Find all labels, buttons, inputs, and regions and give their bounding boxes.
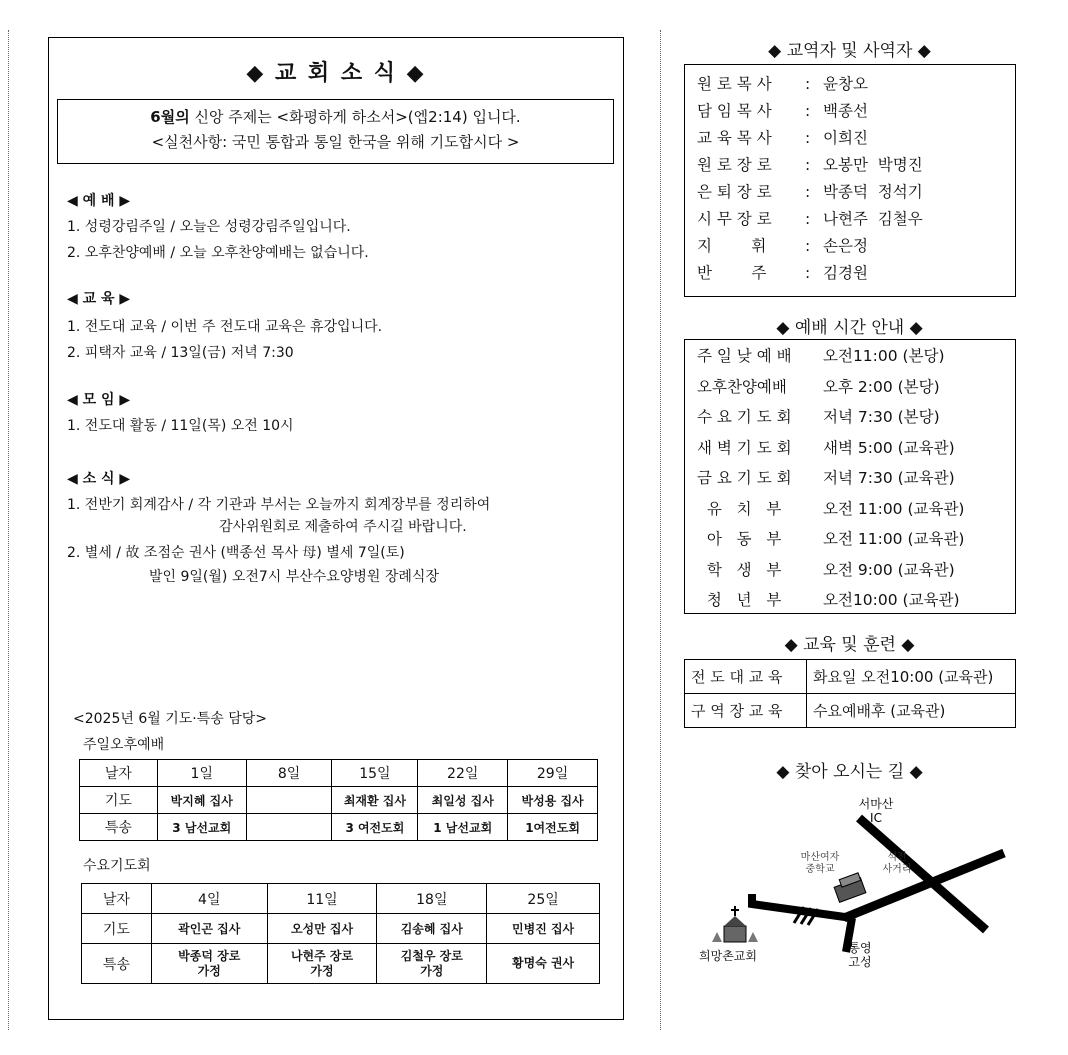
table-header-cell: 18일 xyxy=(377,884,487,914)
table-cell: 오성만 집사 xyxy=(267,914,377,944)
table-cell: 김송혜 집사 xyxy=(377,914,487,944)
map-label-ic-2: IC xyxy=(870,811,882,825)
wednesday-prayer-table xyxy=(81,883,600,984)
table-header-cell: 4일 xyxy=(151,884,267,914)
service-name: 금 요 기 도 회 xyxy=(697,469,792,487)
staff-title: ◆ 교역자 및 사역자 ◆ xyxy=(768,41,931,61)
table-row-label: 특송 xyxy=(80,814,158,841)
education-time: 화요일 오전10:00 (교육관) xyxy=(807,660,1016,694)
table-header-cell: 1일 xyxy=(157,760,246,787)
table-cell xyxy=(246,814,332,841)
table-cell: 박지혜 집사 xyxy=(157,787,246,814)
service-row xyxy=(685,555,1015,586)
staff-row: 교 육 목 사 : 이희진 xyxy=(697,125,1015,152)
staff-row: 원 로 목 사 : 윤창오 xyxy=(697,71,1015,98)
theme-line-1: 신앙 주제는 <화평하게 하소서>(엡2:14) 입니다. xyxy=(194,108,521,126)
service-times-box xyxy=(684,339,1016,614)
map-label-crossroad-2: 사거리 xyxy=(882,864,912,875)
table-header-cell: 15일 xyxy=(332,760,418,787)
staff-name: 나현주 김철우 xyxy=(823,210,923,228)
service-row xyxy=(685,433,1015,464)
table-cell: 1 남선교회 xyxy=(418,814,508,841)
left-fold-line xyxy=(8,30,9,1030)
news-line-1: 1. 전반기 회계감사 / 각 기관과 부서는 오늘까지 회계장부를 정리하여 xyxy=(67,497,491,513)
education-line-1: 1. 전도대 교육 / 이번 주 전도대 교육은 휴강입니다. xyxy=(67,319,383,335)
table-header-cell: 날자 xyxy=(82,884,152,914)
sunday-afternoon-caption: 주일오후예배 xyxy=(83,737,165,753)
crossing-road xyxy=(844,853,1004,918)
service-name: 아 동 부 xyxy=(697,530,782,548)
staff-row: 원 로 장 로 : 오봉만 박명진 xyxy=(697,152,1015,179)
staff-role: 교 육 목 사 xyxy=(697,129,772,147)
staff-name: 윤창오 xyxy=(823,75,868,93)
table-cell: 최재환 집사 xyxy=(332,787,418,814)
map-label-dest-2: 고성 xyxy=(848,955,872,969)
service-row xyxy=(685,402,1015,433)
center-fold-line xyxy=(660,30,661,1030)
staff-name: 손은정 xyxy=(823,237,868,255)
table-cell: 박종덕 장로 가정 xyxy=(151,944,267,984)
service-time: 오전10:00 (교육관) xyxy=(823,591,960,609)
service-row xyxy=(685,524,1015,555)
directions-map xyxy=(684,790,1016,990)
staff-role: 지 휘 xyxy=(697,237,767,255)
service-times-title: ◆ 예배 시간 안내 ◆ xyxy=(776,318,923,338)
staff-row: 은 퇴 장 로 : 박종덕 정석기 xyxy=(697,179,1015,206)
theme-line-2: <실천사항: 국민 통합과 통일 한국을 위해 기도합시다 > xyxy=(151,133,520,151)
church-road xyxy=(752,894,852,918)
table-cell: 최일성 집사 xyxy=(418,787,508,814)
school-icon xyxy=(834,873,866,902)
news-title: ◆ 교 회 소 식 ◆ xyxy=(246,61,426,86)
section-heading-worship: ◀ 예 배 ▶ xyxy=(67,193,131,209)
section-heading-education: ◀ 교 육 ▶ xyxy=(67,291,131,307)
table-header-cell: 22일 xyxy=(418,760,508,787)
service-name: 새 벽 기 도 회 xyxy=(697,438,792,457)
service-name: 학 생 부 xyxy=(697,560,782,579)
service-row xyxy=(685,372,1015,403)
staff-name: 박종덕 정석기 xyxy=(823,183,923,201)
staff-name: 오봉만 박명진 xyxy=(823,156,923,174)
staff-role: 은 퇴 장 로 xyxy=(697,183,772,201)
meeting-line-1: 1. 전도대 활동 / 11일(목) 오전 10시 xyxy=(67,418,294,434)
map-label-dest xyxy=(848,940,871,969)
staff-role: 시 무 장 로 xyxy=(697,210,772,228)
map-label-dest-1: 통영 xyxy=(848,941,872,955)
table-row-label: 특송 xyxy=(82,944,152,984)
table-header-cell: 11일 xyxy=(267,884,377,914)
service-name: 주 일 낮 예 배 xyxy=(697,347,792,365)
staff-box xyxy=(684,64,1016,297)
education-table xyxy=(684,659,1016,728)
staff-row: 반 주 : 김경원 xyxy=(697,260,1015,287)
table-cell: 민병진 집사 xyxy=(487,914,600,944)
staff-role: 담 임 목 사 xyxy=(697,102,772,120)
table-cell: 박성용 집사 xyxy=(508,787,598,814)
service-row xyxy=(685,341,1015,372)
section-heading-meeting: ◀ 모 임 ▶ xyxy=(67,392,131,408)
staff-role: 원 로 장 로 xyxy=(697,156,772,174)
education-name: 전 도 대 교 육 xyxy=(685,660,807,694)
education-title: ◆ 교육 및 훈련 ◆ xyxy=(784,635,915,655)
map-label-school xyxy=(801,850,840,875)
staff-row: 담 임 목 사 : 백종선 xyxy=(697,98,1015,125)
prayer-schedule-caption: <2025년 6월 기도·특송 담당> xyxy=(73,711,267,727)
service-time: 새벽 5:00 (교육관) xyxy=(823,438,955,457)
table-header-cell: 25일 xyxy=(487,884,600,914)
worship-line-2: 2. 오후찬양예배 / 오늘 오후찬양예배는 없습니다. xyxy=(67,245,369,261)
map-label-school-1: 마산여자 xyxy=(800,852,840,863)
staff-role: 반 주 xyxy=(697,264,767,282)
service-row xyxy=(685,585,1015,616)
service-name: 유 치 부 xyxy=(697,499,782,518)
wednesday-prayer-caption: 수요기도회 xyxy=(83,858,151,874)
service-name: 오후찬양예배 xyxy=(697,377,787,396)
table-row-label: 기도 xyxy=(80,787,158,814)
service-row xyxy=(685,494,1015,525)
news-panel xyxy=(48,37,624,1020)
table-header-cell: 날자 xyxy=(80,760,158,787)
table-cell: 곽인곤 집사 xyxy=(151,914,267,944)
table-header-cell: 8일 xyxy=(246,760,332,787)
section-heading-news: ◀ 소 식 ▶ xyxy=(67,471,131,487)
table-cell: 1여전도회 xyxy=(508,814,598,841)
theme-month: 6월의 xyxy=(150,108,190,126)
map-label-school-2: 중학교 xyxy=(805,864,835,875)
service-row xyxy=(685,463,1015,494)
service-name: 수 요 기 도 회 xyxy=(697,408,792,426)
map-label-church: 희망촌교회 xyxy=(699,949,757,963)
directions-title: ◆ 찾아 오시는 길 ◆ xyxy=(776,762,923,782)
staff-row: 시 무 장 로 : 나현주 김철우 xyxy=(697,206,1015,233)
monthly-theme-box xyxy=(57,99,614,164)
church-icon xyxy=(712,906,758,942)
service-time: 오전 11:00 (교육관) xyxy=(823,530,965,548)
table-header-cell: 29일 xyxy=(508,760,598,787)
service-time: 오전11:00 (본당) xyxy=(823,347,945,365)
map-label-ic-1: 서마산 xyxy=(858,797,894,811)
news-line-2: 2. 별세 / 故 조점순 권사 (백종선 목사 母) 별세 7일(토) xyxy=(67,545,405,561)
sunday-prayer-table xyxy=(79,759,598,841)
table-row-label: 기도 xyxy=(82,914,152,944)
staff-name: 김경원 xyxy=(823,264,868,282)
table-cell: 나현주 장로 가정 xyxy=(267,944,377,984)
staff-name: 백종선 xyxy=(823,102,868,120)
table-cell: 황명숙 권사 xyxy=(487,944,600,984)
service-name: 청 년 부 xyxy=(697,591,782,609)
map-label-crossroad-1: 석전 xyxy=(887,852,907,863)
news-line-2-cont: 발인 9일(월) 오전7시 부산수요양병원 장례식장 xyxy=(149,569,439,585)
table-cell: 3 남선교회 xyxy=(157,814,246,841)
news-line-1-cont: 감사위원회로 제출하여 주시길 바랍니다. xyxy=(219,519,467,535)
table-cell: 3 여전도회 xyxy=(332,814,418,841)
highway-road xyxy=(859,818,986,930)
staff-name: 이희진 xyxy=(823,129,868,147)
education-name: 구 역 장 교 육 xyxy=(685,694,807,728)
worship-line-1: 1. 성령강림주일 / 오늘은 성령강림주일입니다. xyxy=(67,219,351,235)
service-time: 저녁 7:30 (본당) xyxy=(823,408,940,426)
table-cell xyxy=(246,787,332,814)
table-cell: 김철우 장로 가정 xyxy=(377,944,487,984)
staff-role: 원 로 목 사 xyxy=(697,75,772,93)
service-time: 저녁 7:30 (교육관) xyxy=(823,469,955,487)
service-time: 오전 11:00 (교육관) xyxy=(823,499,965,518)
service-time: 오전 9:00 (교육관) xyxy=(823,560,955,579)
education-time: 수요예배후 (교육관) xyxy=(807,694,1016,728)
service-time: 오후 2:00 (본당) xyxy=(823,377,940,396)
staff-row: 지 휘 : 손은정 xyxy=(697,233,1015,260)
education-line-2: 2. 피택자 교육 / 13일(금) 저녁 7:30 xyxy=(67,345,294,361)
